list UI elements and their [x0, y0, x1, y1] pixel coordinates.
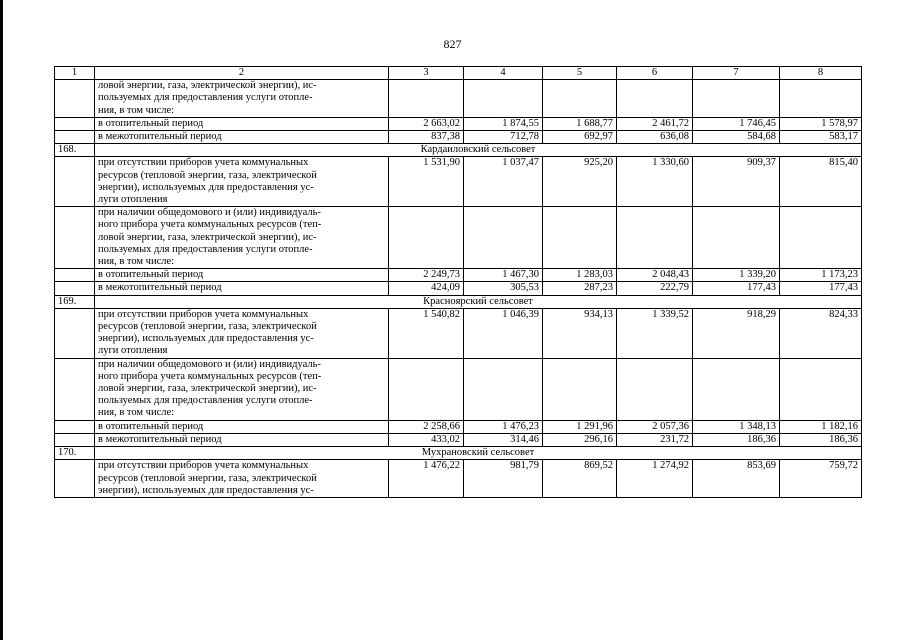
row-number-cell	[55, 358, 95, 420]
table-row	[55, 131, 862, 144]
table-row	[55, 117, 862, 130]
value-cell: 1 476,23	[464, 420, 543, 433]
value-cell	[780, 80, 862, 118]
row-description	[95, 80, 389, 118]
row-number-cell	[55, 308, 95, 358]
value-cell: 1 578,97	[780, 117, 862, 130]
value-cell: 1 274,92	[617, 460, 693, 498]
value-cell: 815,40	[780, 157, 862, 207]
row-description	[95, 308, 389, 358]
value-cell: 1 339,20	[693, 269, 780, 282]
row-label: в межотопительный период	[95, 433, 389, 446]
value-cell: 1 540,82	[389, 308, 464, 358]
row-number-cell	[55, 207, 95, 269]
row-number-cell	[55, 433, 95, 446]
value-cell	[464, 358, 543, 420]
value-cell	[617, 358, 693, 420]
value-cell: 1 283,03	[543, 269, 617, 282]
value-cell: 2 057,36	[617, 420, 693, 433]
description-line: ловой энергии, газа, электрической энергии), ис-	[98, 231, 317, 243]
value-cell: 583,17	[780, 131, 862, 144]
description-line: ресурсов (тепловой энергии, газа, электрической	[98, 321, 317, 333]
value-cell: 1 182,16	[780, 420, 862, 433]
value-cell: 2 048,43	[617, 269, 693, 282]
value-cell	[693, 80, 780, 118]
tariff-table	[54, 66, 862, 498]
subheading-row	[55, 358, 862, 420]
subheading-row	[55, 80, 862, 118]
row-number-cell	[55, 131, 95, 144]
value-cell: 918,29	[693, 308, 780, 358]
section-row	[55, 447, 862, 460]
description-line: энергии), используемых для предоставления ус-	[98, 181, 314, 193]
description-line: при отсутствии приборов учета коммунальных	[98, 157, 309, 169]
description-line: ловой энергии, газа, электрической энергии), ис-	[98, 383, 317, 395]
description-line: ресурсов (тепловой энергии, газа, электрической	[98, 472, 317, 484]
description-line: энергии), используемых для предоставления ус-	[98, 333, 314, 345]
value-cell	[543, 207, 617, 269]
value-cell: 314,46	[464, 433, 543, 446]
row-label: в отопительный период	[95, 269, 389, 282]
value-cell: 287,23	[543, 282, 617, 295]
row-number-cell	[55, 282, 95, 295]
description-line: энергии), используемых для предоставления ус-	[98, 484, 314, 496]
value-cell	[617, 207, 693, 269]
value-cell: 837,38	[389, 131, 464, 144]
row-label: в межотопительный период	[95, 131, 389, 144]
value-cell: 186,36	[693, 433, 780, 446]
description-line: пользуемых для предоставления услуги отопле-	[98, 92, 313, 104]
row-number-cell	[55, 117, 95, 130]
row-description	[95, 358, 389, 420]
description-line: пользуемых для предоставления услуги отопле-	[98, 243, 313, 255]
row-number-cell	[55, 80, 95, 118]
value-cell: 712,78	[464, 131, 543, 144]
page-number: 827	[443, 37, 462, 51]
value-cell: 692,97	[543, 131, 617, 144]
row-label: в отопительный период	[95, 420, 389, 433]
value-cell: 2 258,66	[389, 420, 464, 433]
value-cell: 981,79	[464, 460, 543, 498]
column-number-header: 2	[95, 67, 389, 80]
table-row	[55, 433, 862, 446]
section-number: 169.	[55, 295, 95, 308]
column-number-header: 3	[389, 67, 464, 80]
value-cell: 584,68	[693, 131, 780, 144]
column-number-header: 5	[543, 67, 617, 80]
value-cell: 433,02	[389, 433, 464, 446]
page-left-border	[0, 0, 3, 640]
value-cell	[543, 80, 617, 118]
value-cell: 305,53	[464, 282, 543, 295]
value-cell: 869,52	[543, 460, 617, 498]
column-number-header: 8	[780, 67, 862, 80]
value-cell: 853,69	[693, 460, 780, 498]
value-cell	[543, 358, 617, 420]
row-number-cell	[55, 460, 95, 498]
value-cell	[389, 207, 464, 269]
row-label: в межотопительный период	[95, 282, 389, 295]
description-line: при наличии общедомового и (или) индивидуаль-	[98, 207, 321, 219]
value-cell: 177,43	[693, 282, 780, 295]
description-line: луги отопления	[98, 345, 168, 357]
value-cell: 909,37	[693, 157, 780, 207]
section-number: 170.	[55, 447, 95, 460]
value-cell: 934,13	[543, 308, 617, 358]
subheading-row	[55, 207, 862, 269]
row-label: в отопительный период	[95, 117, 389, 130]
row-number-cell	[55, 420, 95, 433]
value-cell: 1 339,52	[617, 308, 693, 358]
description-line: пользуемых для предоставления услуги отопле-	[98, 395, 313, 407]
value-cell: 1 037,47	[464, 157, 543, 207]
description-line: луги отопления	[98, 194, 168, 206]
section-title: Мухрановский сельсовет	[95, 447, 862, 460]
table-row	[55, 460, 862, 498]
value-cell: 1 291,96	[543, 420, 617, 433]
value-cell: 1 688,77	[543, 117, 617, 130]
description-line: ловой энергии, газа, электрической энергии), ис-	[98, 80, 317, 92]
value-cell: 1 874,55	[464, 117, 543, 130]
value-cell: 2 663,02	[389, 117, 464, 130]
description-line: ния, в том числе:	[98, 407, 175, 419]
value-cell: 925,20	[543, 157, 617, 207]
row-description	[95, 207, 389, 269]
description-line: при отсутствии приборов учета коммунальных	[98, 460, 309, 472]
header-row	[55, 67, 862, 80]
value-cell	[464, 80, 543, 118]
value-cell: 1 348,13	[693, 420, 780, 433]
value-cell	[693, 207, 780, 269]
table-row	[55, 308, 862, 358]
row-number-cell	[55, 157, 95, 207]
value-cell: 2 461,72	[617, 117, 693, 130]
column-number-header: 1	[55, 67, 95, 80]
description-line: при отсутствии приборов учета коммунальных	[98, 308, 309, 320]
section-title: Краснoярский сельсовет	[95, 295, 862, 308]
section-row	[55, 144, 862, 157]
value-cell: 1 467,30	[464, 269, 543, 282]
value-cell: 759,72	[780, 460, 862, 498]
value-cell	[464, 207, 543, 269]
section-row	[55, 295, 862, 308]
value-cell: 296,16	[543, 433, 617, 446]
value-cell: 1 746,45	[693, 117, 780, 130]
value-cell: 1 531,90	[389, 157, 464, 207]
value-cell: 2 249,73	[389, 269, 464, 282]
description-line: ресурсов (тепловой энергии, газа, электрической	[98, 169, 317, 181]
table-row	[55, 282, 862, 295]
description-line: ного прибора учета коммунальных ресурсов (теп-	[98, 370, 322, 382]
value-cell: 1 173,23	[780, 269, 862, 282]
value-cell: 222,79	[617, 282, 693, 295]
column-number-header: 6	[617, 67, 693, 80]
value-cell: 1 046,39	[464, 308, 543, 358]
value-cell: 186,36	[780, 433, 862, 446]
value-cell	[389, 358, 464, 420]
table-row	[55, 269, 862, 282]
value-cell: 231,72	[617, 433, 693, 446]
value-cell	[389, 80, 464, 118]
description-line: ного прибора учета коммунальных ресурсов (теп-	[98, 219, 322, 231]
column-number-header: 4	[464, 67, 543, 80]
row-number-cell	[55, 269, 95, 282]
column-number-header: 7	[693, 67, 780, 80]
value-cell: 1 476,22	[389, 460, 464, 498]
description-line: ния, в том числе:	[98, 104, 175, 116]
description-line: ния, в том числе:	[98, 256, 175, 268]
value-cell: 636,08	[617, 131, 693, 144]
value-cell: 177,43	[780, 282, 862, 295]
value-cell: 1 330,60	[617, 157, 693, 207]
section-number: 168.	[55, 144, 95, 157]
table-row	[55, 157, 862, 207]
value-cell	[780, 207, 862, 269]
row-description	[95, 460, 389, 498]
value-cell	[693, 358, 780, 420]
table-row	[55, 420, 862, 433]
section-title: Кардаиловский сельсовет	[95, 144, 862, 157]
value-cell	[780, 358, 862, 420]
value-cell: 824,33	[780, 308, 862, 358]
description-line: при наличии общедомового и (или) индивидуаль-	[98, 358, 321, 370]
value-cell	[617, 80, 693, 118]
value-cell: 424,09	[389, 282, 464, 295]
row-description	[95, 157, 389, 207]
